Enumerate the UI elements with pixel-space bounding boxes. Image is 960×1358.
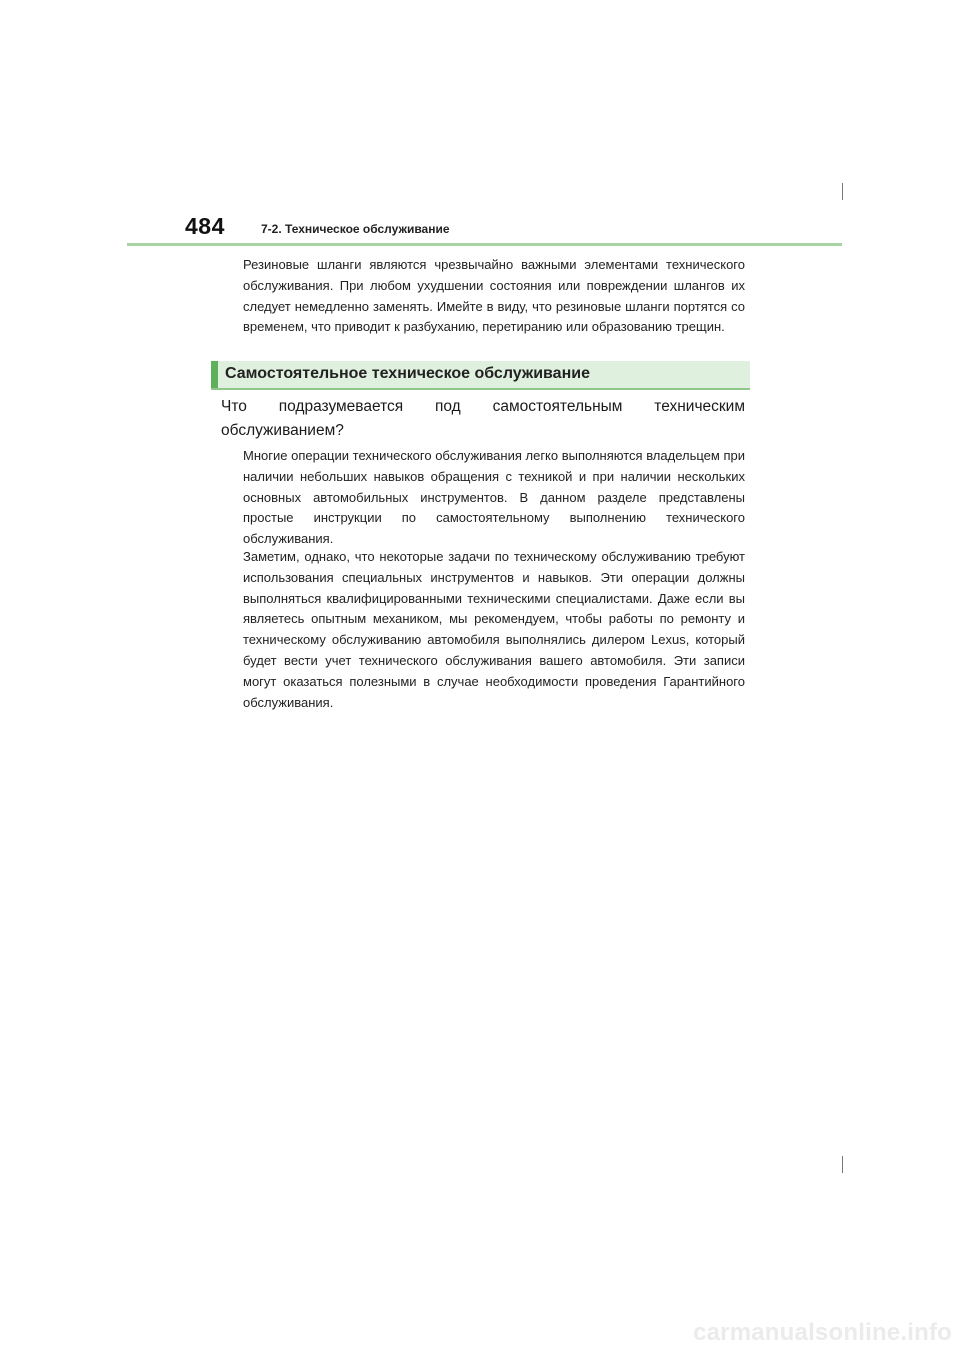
crop-mark-bottom: [842, 1156, 843, 1173]
intro-paragraph: Резиновые шланги являются чрезвычайно важными элементами технического обслуживания. При любом ухудшении состояния или повреждении шлангов их следует немедленно заменять. Имейте в виду, что резиновые шланги портятся со временем, что приводит к разбуханию, перетиранию или образованию трещин.: [243, 257, 745, 335]
question-heading: [221, 395, 745, 443]
watermark: carmanualsonline.info: [693, 1319, 952, 1346]
question-line-1: Что подразумевается под самостоятельным техническим: [221, 398, 745, 415]
section-heading-box: [211, 361, 750, 390]
page-number: 484: [185, 213, 225, 239]
body-paragraph-2: Заметим, однако, что некоторые задачи по техническому обслуживанию требуют использования специальных инструментов и навыков. Эти операции должны выполняться квалифицированными техническими специалистами. Даже если вы являетесь опытным механиком, мы рекомендуем, чтобы работы по ремонту и техническому обслуживанию автомобиля выполнялись дилером Lexus, который будет вести учет технического обслуживания вашего автомобиля. Эти записи могут оказаться полезными в случае необходимости проведения Гарантийного обслуживания.: [243, 549, 745, 710]
section-heading: Самостоятельное техническое обслуживание: [225, 365, 590, 382]
body-paragraph-1: Многие операции технического обслуживания легко выполняются владельцем при наличии небольших навыков обращения с техникой и при наличии нескольких основных автомобильных инструментов. В данном разделе представлены простые инструкции по самостоятельному выполнению технического обслуживания.: [243, 448, 745, 547]
section-heading-accent-bar: [211, 361, 218, 388]
header-rule: [127, 243, 842, 246]
question-line-2: обслуживанием?: [221, 422, 344, 439]
section-title: 7-2. Техническое обслуживание: [261, 222, 450, 236]
crop-mark-top: [842, 183, 843, 200]
